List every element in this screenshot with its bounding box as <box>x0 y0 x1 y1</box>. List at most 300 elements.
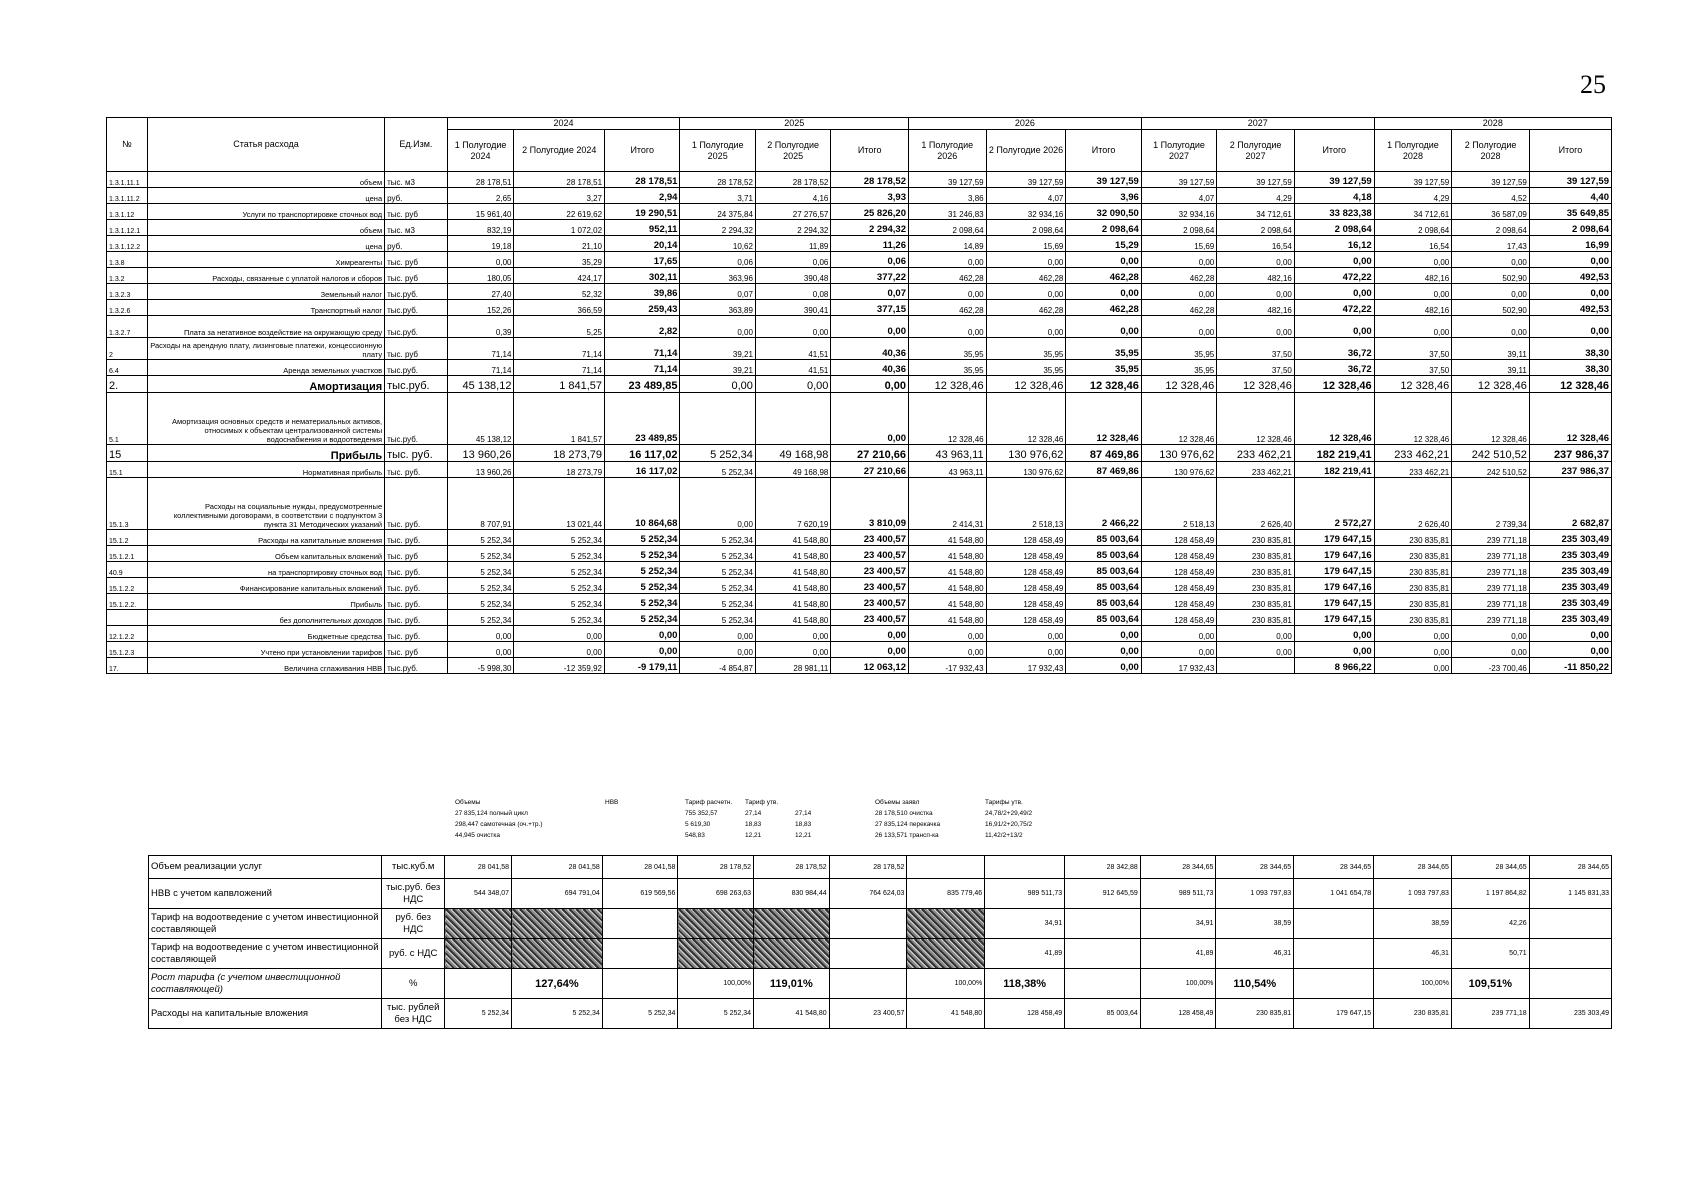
value-cell: 71,14 <box>514 360 605 376</box>
value-cell: 17,43 <box>1452 236 1530 252</box>
value-cell: 5 252,34 <box>680 610 755 626</box>
value-cell: 390,41 <box>755 300 830 316</box>
value-cell: 130 976,62 <box>1141 445 1216 462</box>
value-cell: 619 569,56 <box>602 879 678 909</box>
value-cell: 0,00 <box>447 252 514 268</box>
value-cell: 0,00 <box>680 376 755 393</box>
value-cell: 16 117,02 <box>605 445 680 462</box>
table-row <box>107 562 1612 578</box>
value-cell: 100,00% <box>907 969 985 999</box>
redacted-cell <box>445 939 512 969</box>
table-row <box>107 594 1612 610</box>
value-cell: 13 960,26 <box>447 445 514 462</box>
notes-cell: 12,21 <box>795 832 812 839</box>
value-cell: 21,10 <box>514 236 605 252</box>
row-number: 15.1.2.3 <box>107 642 148 658</box>
value-cell: 28 344,65 <box>1451 856 1529 879</box>
value-cell: 23 489,85 <box>605 393 680 445</box>
row-label: Аренда земельных участков <box>147 360 384 376</box>
period-header: 1 Полугодие 2025 <box>680 130 755 172</box>
value-cell: 41,51 <box>755 338 830 360</box>
table-row <box>107 546 1612 562</box>
value-cell: 5 252,34 <box>512 999 603 1029</box>
summary-unit: тыс.руб. без НДС <box>382 879 445 909</box>
row-label: объем <box>147 172 384 188</box>
value-cell: 36,72 <box>1294 360 1374 376</box>
value-cell: 5 252,34 <box>602 999 678 1029</box>
notes-cell: Объемы <box>455 799 481 806</box>
value-cell: 2 466,22 <box>1066 478 1141 530</box>
value-cell: 34,91 <box>1140 909 1216 939</box>
row-number: 1.3.1.11.1 <box>107 172 148 188</box>
table-row <box>107 172 1612 188</box>
table-row <box>107 204 1612 220</box>
notes-row <box>455 830 1095 841</box>
value-cell: 502,90 <box>1452 268 1530 284</box>
table-row <box>107 376 1612 393</box>
value-cell: 235 303,49 <box>1529 610 1611 626</box>
value-cell: 2 294,32 <box>831 220 909 236</box>
value-cell: 28 344,65 <box>1294 856 1374 879</box>
value-cell <box>602 939 678 969</box>
value-cell: 0,00 <box>755 626 830 642</box>
value-cell: 179 647,15 <box>1294 999 1374 1029</box>
value-cell: 0,00 <box>986 284 1066 300</box>
col-unit-header: Ед.Изм. <box>385 118 448 172</box>
notes-cell: 27 835,124 перекачка <box>875 821 941 828</box>
row-number: 6.4 <box>107 360 148 376</box>
row-label: Расходы, связанные с уплатой налогов и сборов <box>147 268 384 284</box>
value-cell: 35,95 <box>1141 338 1216 360</box>
value-cell: 1 841,57 <box>514 376 605 393</box>
notes-cell: НВВ <box>605 799 619 806</box>
value-cell: 462,28 <box>1141 268 1216 284</box>
value-cell: 43 963,11 <box>908 462 986 478</box>
period-header: 2 Полугодие 2027 <box>1217 130 1295 172</box>
value-cell: 952,11 <box>605 220 680 236</box>
value-cell: 39 127,59 <box>1452 172 1530 188</box>
value-cell: 2 098,64 <box>1141 220 1216 236</box>
notes-cell: 298,447 самотечная (оч.+тр.) <box>455 821 543 828</box>
value-cell: 462,28 <box>1066 300 1141 316</box>
value-cell: 230 835,81 <box>1217 610 1295 626</box>
value-cell: 1 093 797,83 <box>1216 879 1294 909</box>
value-cell: 130 976,62 <box>986 445 1066 462</box>
value-cell: 39 127,59 <box>1529 172 1611 188</box>
value-cell: 23 400,57 <box>831 578 909 594</box>
value-cell: 230 835,81 <box>1216 999 1294 1029</box>
value-cell: 118,38% <box>985 969 1065 999</box>
value-cell: 482,16 <box>1217 300 1295 316</box>
value-cell: 462,28 <box>986 300 1066 316</box>
value-cell: 4,18 <box>1294 188 1374 204</box>
value-cell: 5,25 <box>514 316 605 338</box>
redacted-cell <box>512 939 603 969</box>
row-number: 15 <box>107 445 148 462</box>
value-cell: 23 400,57 <box>829 999 907 1029</box>
value-cell: 0,00 <box>986 252 1066 268</box>
value-cell: 8 966,22 <box>1294 658 1374 674</box>
value-cell: 502,90 <box>1452 300 1530 316</box>
row-label: Услуги по транспортировке сточных вод <box>147 204 384 220</box>
year-header: 2027 <box>1141 118 1374 130</box>
value-cell: 35,95 <box>1066 360 1141 376</box>
row-label: без дополнительных доходов <box>147 610 384 626</box>
notes-cell: 16,91/2+20,75/2 <box>985 821 1033 828</box>
value-cell <box>445 969 512 999</box>
period-header: Итого <box>1529 130 1611 172</box>
value-cell: 5 252,34 <box>680 546 755 562</box>
value-cell: 128 458,49 <box>986 562 1066 578</box>
value-cell: 15,69 <box>986 236 1066 252</box>
value-cell: 37,50 <box>1374 360 1452 376</box>
notes-cell: 5 619,30 <box>685 821 711 828</box>
value-cell: 52,32 <box>514 284 605 300</box>
value-cell: 85 003,64 <box>1066 546 1141 562</box>
value-cell: 38,30 <box>1529 360 1611 376</box>
value-cell: 41 548,80 <box>908 530 986 546</box>
value-cell: 100,00% <box>1140 969 1216 999</box>
row-label: Нормативная прибыль <box>147 462 384 478</box>
table-row <box>107 642 1612 658</box>
table-row <box>107 236 1612 252</box>
value-cell: 1 093 797,83 <box>1374 879 1452 909</box>
value-cell: 28 178,52 <box>678 856 754 879</box>
value-cell: 2 098,64 <box>1066 220 1141 236</box>
value-cell <box>829 939 907 969</box>
value-cell: 3,71 <box>680 188 755 204</box>
value-cell: 130 976,62 <box>1141 462 1216 478</box>
row-unit: тыс. м3 <box>385 220 448 236</box>
value-cell: 4,29 <box>1374 188 1452 204</box>
notes-cell: Объемы заявл <box>875 799 920 806</box>
value-cell: 242 510,52 <box>1452 462 1530 478</box>
row-unit: тыс.руб. <box>385 360 448 376</box>
value-cell: 0,00 <box>1529 252 1611 268</box>
value-cell: 366,59 <box>514 300 605 316</box>
value-cell: 0,00 <box>1452 252 1530 268</box>
value-cell: 0,00 <box>1452 642 1530 658</box>
value-cell: 35,95 <box>1066 338 1141 360</box>
summary-label: Объем реализации услуг <box>149 856 382 879</box>
value-cell: 87 469,86 <box>1066 445 1141 462</box>
row-unit: тыс.руб. <box>385 376 448 393</box>
value-cell: 12 328,46 <box>908 376 986 393</box>
value-cell: 128 458,49 <box>986 546 1066 562</box>
value-cell: 472,22 <box>1294 268 1374 284</box>
value-cell: 41 548,80 <box>908 594 986 610</box>
table-row <box>107 252 1612 268</box>
value-cell: 42,26 <box>1451 909 1529 939</box>
value-cell: 17 932,43 <box>986 658 1066 674</box>
value-cell: 835 779,46 <box>907 879 985 909</box>
row-number: 15.1.2.2 <box>107 578 148 594</box>
value-cell: 35,95 <box>986 360 1066 376</box>
value-cell: 182 219,41 <box>1294 445 1374 462</box>
notes-cell: 12,21 <box>745 832 762 839</box>
row-number: 5.1 <box>107 393 148 445</box>
value-cell: 912 645,59 <box>1065 879 1141 909</box>
value-cell: 179 647,15 <box>1294 530 1374 546</box>
value-cell: 119,01% <box>754 969 830 999</box>
value-cell: 179 647,15 <box>1294 562 1374 578</box>
value-cell: 22 619,62 <box>514 204 605 220</box>
value-cell: 39,11 <box>1452 360 1530 376</box>
notes-cell: 755 352,57 <box>685 810 718 817</box>
value-cell: 302,11 <box>605 268 680 284</box>
row-unit: тыс. руб. <box>385 530 448 546</box>
value-cell: 239 771,18 <box>1451 999 1529 1029</box>
value-cell: 832,19 <box>447 220 514 236</box>
value-cell: 45 138,12 <box>447 376 514 393</box>
row-unit: тыс. руб <box>385 252 448 268</box>
value-cell: 71,14 <box>514 338 605 360</box>
notes-cell <box>605 830 685 841</box>
value-cell: 100,00% <box>1374 969 1452 999</box>
value-cell: 34,91 <box>985 909 1065 939</box>
value-cell: 23 489,85 <box>605 376 680 393</box>
value-cell: 128 458,49 <box>1141 594 1216 610</box>
row-unit: тыс. м3 <box>385 172 448 188</box>
value-cell: 128 458,49 <box>986 530 1066 546</box>
value-cell: 23 400,57 <box>831 610 909 626</box>
notes-cell: 27 835,124 полный цикл <box>455 810 528 817</box>
value-cell: 15,69 <box>1141 236 1216 252</box>
value-cell: 12 328,46 <box>1529 393 1611 445</box>
value-cell: 179 647,16 <box>1294 546 1374 562</box>
table-row <box>107 393 1612 445</box>
value-cell: 0,00 <box>447 642 514 658</box>
value-cell: 0,00 <box>1217 252 1295 268</box>
value-cell: 424,17 <box>514 268 605 284</box>
row-number: 2 <box>107 338 148 360</box>
summary-unit: руб. без НДС <box>382 909 445 939</box>
value-cell: -9 179,11 <box>605 658 680 674</box>
value-cell: 0,00 <box>1374 642 1452 658</box>
value-cell: 0,00 <box>1141 252 1216 268</box>
value-cell: 36,72 <box>1294 338 1374 360</box>
value-cell: 0,07 <box>680 284 755 300</box>
value-cell: 5 252,34 <box>447 594 514 610</box>
value-cell <box>602 969 678 999</box>
value-cell: 40,36 <box>831 338 909 360</box>
row-unit: тыс.руб. <box>385 284 448 300</box>
value-cell: 482,16 <box>1217 268 1295 284</box>
value-cell: 28 344,65 <box>1529 856 1611 879</box>
value-cell: 230 835,81 <box>1374 530 1452 546</box>
table-row <box>107 626 1612 642</box>
value-cell: 12 328,46 <box>1374 376 1452 393</box>
value-cell: 235 303,49 <box>1529 562 1611 578</box>
value-cell: 32 934,16 <box>1141 204 1216 220</box>
row-label: Расходы на арендную плату, лизинговые платежи, концессионную плату <box>147 338 384 360</box>
value-cell: 23 400,57 <box>831 546 909 562</box>
redacted-cell <box>907 909 985 939</box>
value-cell: 4,52 <box>1452 188 1530 204</box>
period-header: Итого <box>605 130 680 172</box>
table-row <box>107 658 1612 674</box>
row-number: 1.3.8 <box>107 252 148 268</box>
value-cell: 180,05 <box>447 268 514 284</box>
table-row <box>107 578 1612 594</box>
table-row <box>107 300 1612 316</box>
value-cell: 2 098,64 <box>1452 220 1530 236</box>
value-cell: 28 178,52 <box>831 172 909 188</box>
notes-cell: 44,945 очистка <box>455 832 501 839</box>
value-cell: 10,62 <box>680 236 755 252</box>
value-cell: 2 518,13 <box>986 478 1066 530</box>
notes-row <box>455 797 1095 808</box>
value-cell: 0,00 <box>1374 252 1452 268</box>
value-cell: 46,31 <box>1216 939 1294 969</box>
expense-table <box>106 117 1612 674</box>
value-cell: 152,26 <box>447 300 514 316</box>
row-number: 15.1.2.1 <box>107 546 148 562</box>
value-cell: 4,07 <box>1141 188 1216 204</box>
summary-row <box>149 879 1612 909</box>
row-unit: тыс. руб <box>385 642 448 658</box>
value-cell: 0,00 <box>1066 316 1141 338</box>
value-cell: 259,43 <box>605 300 680 316</box>
row-number: 15.1.3 <box>107 478 148 530</box>
calculation-notes <box>455 797 1095 841</box>
value-cell: 19 290,51 <box>605 204 680 220</box>
value-cell: 12 328,46 <box>1066 393 1141 445</box>
row-label: Прибыль <box>147 445 384 462</box>
summary-row <box>149 999 1612 1029</box>
notes-cell <box>795 797 875 808</box>
value-cell: 0,00 <box>605 642 680 658</box>
value-cell: 0,06 <box>755 252 830 268</box>
summary-label: Тариф на водоотведение с учетом инвестиционной составляющей <box>149 939 382 969</box>
value-cell: 179 647,15 <box>1294 594 1374 610</box>
value-cell: 233 462,21 <box>1217 445 1295 462</box>
value-cell: 45 138,12 <box>447 393 514 445</box>
value-cell: 0,00 <box>755 316 830 338</box>
row-unit: тыс. руб. <box>385 445 448 462</box>
value-cell: 28 178,52 <box>755 172 830 188</box>
value-cell: 0,00 <box>680 642 755 658</box>
table-row <box>107 530 1612 546</box>
row-label: Химреагенты <box>147 252 384 268</box>
value-cell: 18 273,79 <box>514 445 605 462</box>
value-cell: 41,89 <box>1140 939 1216 969</box>
redacted-cell <box>512 909 603 939</box>
value-cell: 0,00 <box>831 642 909 658</box>
row-number: 15.1 <box>107 462 148 478</box>
row-label: цена <box>147 188 384 204</box>
value-cell: 0,00 <box>1141 316 1216 338</box>
row-unit: тыс. руб. <box>385 478 448 530</box>
value-cell: 0,00 <box>908 316 986 338</box>
value-cell: 462,28 <box>1066 268 1141 284</box>
value-cell: 37,50 <box>1217 338 1295 360</box>
value-cell: 27 210,66 <box>831 445 909 462</box>
value-cell: 239 771,18 <box>1452 546 1530 562</box>
value-cell: 3 810,09 <box>831 478 909 530</box>
value-cell: 3,96 <box>1066 188 1141 204</box>
value-cell: 28 178,51 <box>447 172 514 188</box>
row-unit: тыс.руб. <box>385 393 448 445</box>
value-cell: 41 548,80 <box>755 546 830 562</box>
value-cell: 0,00 <box>514 626 605 642</box>
value-cell: 13 021,44 <box>514 478 605 530</box>
value-cell: 0,00 <box>831 626 909 642</box>
value-cell: 5 252,34 <box>680 578 755 594</box>
value-cell: 0,00 <box>831 316 909 338</box>
value-cell: 390,48 <box>755 268 830 284</box>
summary-label: Расходы на капитальные вложения <box>149 999 382 1029</box>
value-cell: 0,00 <box>1529 626 1611 642</box>
summary-unit: тыс.куб.м <box>382 856 445 879</box>
value-cell: 5 252,34 <box>447 530 514 546</box>
value-cell: -5 998,30 <box>447 658 514 674</box>
value-cell: 0,00 <box>1294 642 1374 658</box>
value-cell: 35 649,85 <box>1529 204 1611 220</box>
value-cell: 0,00 <box>755 642 830 658</box>
row-label: Амортизация <box>147 376 384 393</box>
value-cell: 12 328,46 <box>986 393 1066 445</box>
value-cell: -11 850,22 <box>1529 658 1611 674</box>
value-cell: 239 771,18 <box>1452 594 1530 610</box>
value-cell: 20,14 <box>605 236 680 252</box>
value-cell: 5 252,34 <box>605 578 680 594</box>
year-header: 2025 <box>680 118 909 130</box>
value-cell: 35,95 <box>1141 360 1216 376</box>
value-cell: 32 934,16 <box>986 204 1066 220</box>
value-cell: 1 145 831,33 <box>1529 879 1611 909</box>
value-cell: 242 510,52 <box>1452 445 1530 462</box>
value-cell: 2,82 <box>605 316 680 338</box>
value-cell: 39,21 <box>680 338 755 360</box>
value-cell: 71,14 <box>605 360 680 376</box>
value-cell: 0,00 <box>680 478 755 530</box>
value-cell: 5 252,34 <box>447 578 514 594</box>
period-header: 1 Полугодие 2024 <box>447 130 514 172</box>
value-cell: 0,06 <box>680 252 755 268</box>
table-row <box>107 338 1612 360</box>
value-cell: 12 328,46 <box>1374 393 1452 445</box>
value-cell: 15,29 <box>1066 236 1141 252</box>
value-cell: 235 303,49 <box>1529 594 1611 610</box>
value-cell: 0,00 <box>680 626 755 642</box>
value-cell: 0,00 <box>1374 316 1452 338</box>
row-label: на транспортировку сточных вод <box>147 562 384 578</box>
row-unit: тыс.руб. <box>385 300 448 316</box>
value-cell: 0,00 <box>1066 642 1141 658</box>
value-cell: 239 771,18 <box>1452 530 1530 546</box>
value-cell <box>1065 909 1141 939</box>
value-cell: 182 219,41 <box>1294 462 1374 478</box>
value-cell: 0,00 <box>986 316 1066 338</box>
value-cell: 39 127,59 <box>908 172 986 188</box>
value-cell: 128 458,49 <box>986 578 1066 594</box>
value-cell: 2 682,87 <box>1529 478 1611 530</box>
row-unit: тыс. руб. <box>385 562 448 578</box>
value-cell: 12 328,46 <box>1217 393 1295 445</box>
row-unit: руб. <box>385 188 448 204</box>
period-header: 1 Полугодие 2026 <box>908 130 986 172</box>
value-cell: 28 178,52 <box>829 856 907 879</box>
value-cell: 85 003,64 <box>1066 562 1141 578</box>
value-cell: 49 168,98 <box>755 445 830 462</box>
value-cell: 1 841,57 <box>514 393 605 445</box>
row-label: Плата за негативное воздействие на окружающую среду <box>147 316 384 338</box>
value-cell: 0,00 <box>1141 626 1216 642</box>
value-cell <box>829 909 907 939</box>
notes-cell <box>605 808 685 819</box>
value-cell: 230 835,81 <box>1374 578 1452 594</box>
